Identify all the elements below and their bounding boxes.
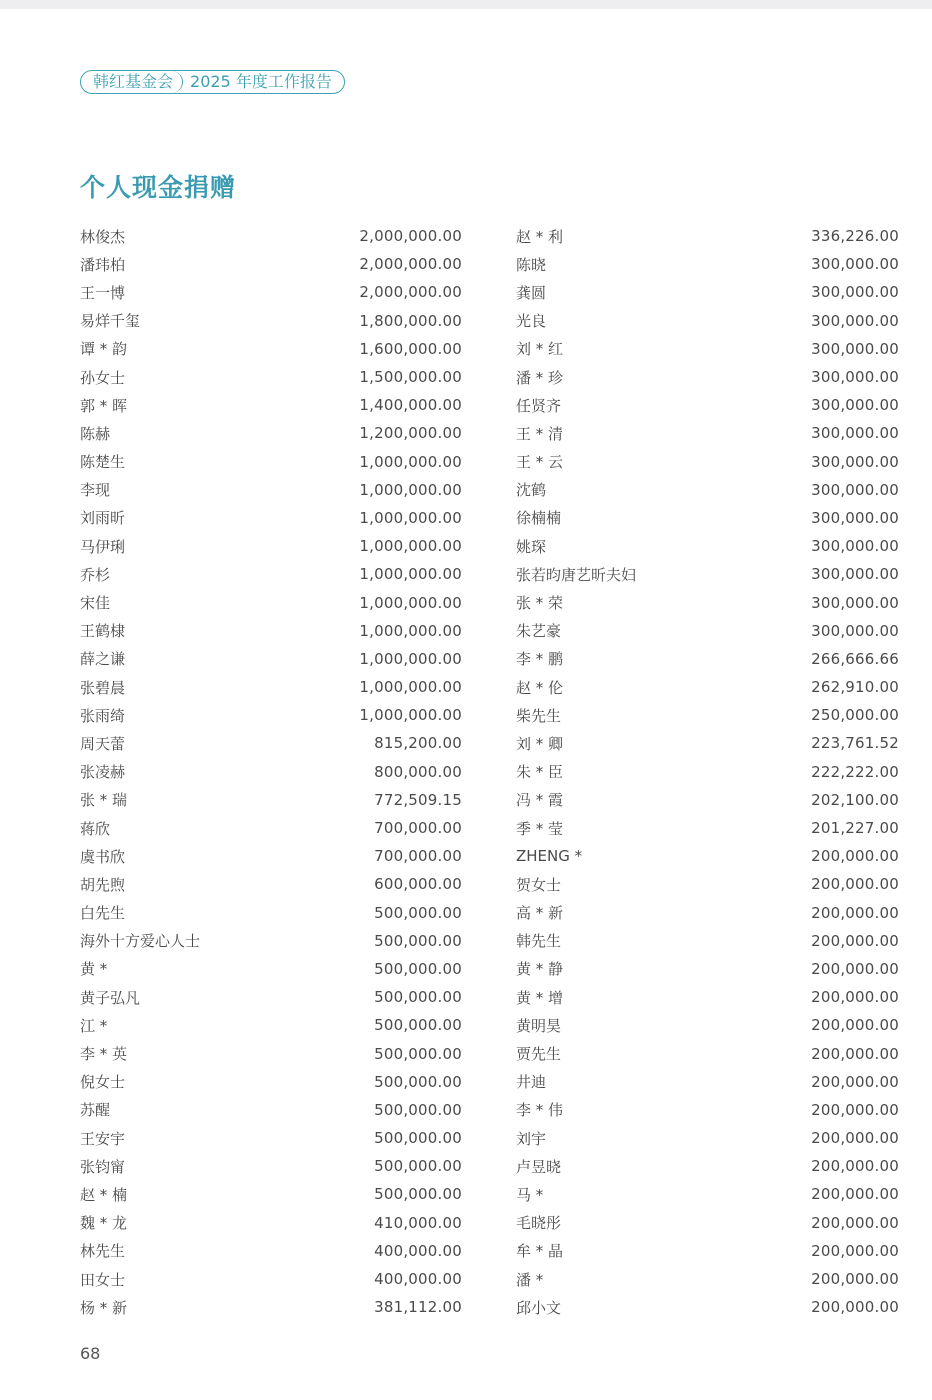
donor-name: 黄 * 增 [516,988,564,1007]
donation-amount: 300,000.00 [811,368,899,387]
donor-name: 卢昱晓 [516,1157,562,1176]
donor-row [516,673,899,701]
donation-amount: 2,000,000.00 [359,255,462,274]
donor-name: 朱艺豪 [516,622,562,641]
donor-row [516,842,899,870]
donor-row [80,617,462,645]
donor-row [80,786,462,814]
donor-name: 马伊琍 [80,537,126,556]
donor-row [80,278,462,306]
donor-name: 任贤齐 [516,396,562,415]
donor-row [80,1152,462,1180]
donor-row [80,842,462,870]
donor-name: 潘玮柏 [80,255,126,274]
donor-name: 宋佳 [80,594,111,613]
donation-amount: 400,000.00 [374,1270,462,1289]
donation-amount: 700,000.00 [374,819,462,838]
donation-amount: 300,000.00 [811,424,899,443]
donor-row [80,335,462,363]
donation-amount: 200,000.00 [811,1298,899,1317]
donation-amount: 1,000,000.00 [359,678,462,697]
donor-name: 乔杉 [80,565,111,584]
donation-amount: 410,000.00 [374,1213,462,1232]
donation-amount: 500,000.00 [374,1100,462,1119]
donation-amount: 200,000.00 [811,1270,899,1289]
donor-row [80,560,462,588]
donor-row [516,448,899,476]
page-number: 68 [80,1344,101,1363]
donor-row [80,1124,462,1152]
donor-name: 黄子弘凡 [80,988,141,1007]
donation-amount: 700,000.00 [374,847,462,866]
donor-row [516,927,899,955]
donor-row [80,504,462,532]
donor-name: 光良 [516,312,547,331]
donor-row [80,899,462,927]
donor-name: 江 * [80,1016,108,1035]
donor-name: 毛晓彤 [516,1214,562,1233]
donor-row [516,645,899,673]
donor-name: 季 * 莹 [516,819,564,838]
donation-amount: 300,000.00 [811,593,899,612]
donor-name: 邱小文 [516,1298,562,1317]
donor-name: 张 * 荣 [516,594,564,613]
donation-amount: 2,000,000.00 [359,283,462,302]
donation-amount: 200,000.00 [811,1241,899,1260]
donation-amount: 500,000.00 [374,931,462,950]
donor-row [516,1068,899,1096]
donor-name: 陈晓 [516,255,547,274]
donation-amount: 1,000,000.00 [359,565,462,584]
donor-row [516,476,899,504]
donor-name: 虞书欣 [80,847,126,866]
donation-amount: 400,000.00 [374,1241,462,1260]
header-org-name: 韩红基金会 [81,71,183,93]
donor-row [80,1039,462,1067]
donor-name: 徐楠楠 [516,509,562,528]
donation-amount: 223,761.52 [811,734,899,753]
donation-amount: 300,000.00 [811,283,899,302]
donor-row [80,363,462,391]
donor-list-left [80,222,462,1321]
donor-row [80,870,462,898]
donation-amount: 300,000.00 [811,255,899,274]
donor-name: 田女士 [80,1270,126,1289]
donation-amount: 200,000.00 [811,1016,899,1035]
donor-name: 郭 * 晖 [80,396,128,415]
donor-row [80,927,462,955]
donation-amount: 300,000.00 [811,508,899,527]
donation-amount: 200,000.00 [811,1044,899,1063]
donor-row [516,786,899,814]
donor-name: 刘宇 [516,1129,547,1148]
donor-row [516,1237,899,1265]
donation-amount: 300,000.00 [811,621,899,640]
donation-amount: 1,000,000.00 [359,480,462,499]
donation-amount: 500,000.00 [374,1157,462,1176]
donor-row [516,1152,899,1180]
donor-row [516,419,899,447]
donor-name: 张 * 瑞 [80,791,128,810]
donor-name: 易烊千玺 [80,312,141,331]
donor-name: 赵 * 伦 [516,678,564,697]
donation-amount: 500,000.00 [374,1185,462,1204]
donor-name: 张钧甯 [80,1157,126,1176]
donation-amount: 300,000.00 [811,311,899,330]
donation-amount: 2,000,000.00 [359,227,462,246]
donation-amount: 300,000.00 [811,396,899,415]
donation-amount: 500,000.00 [374,903,462,922]
donation-amount: 1,800,000.00 [359,311,462,330]
donation-amount: 500,000.00 [374,1016,462,1035]
donor-name: 李现 [80,481,111,500]
donor-name: ZHENG * [516,847,583,866]
donation-amount: 200,000.00 [811,1185,899,1204]
donor-row [516,307,899,335]
donation-amount: 1,000,000.00 [359,593,462,612]
donor-row [80,758,462,786]
donor-name: 陈赫 [80,424,111,443]
donor-row [80,1209,462,1237]
donor-row [516,701,899,729]
donor-name: 王 * 云 [516,453,564,472]
donor-name: 张雨绮 [80,706,126,725]
donation-amount: 200,000.00 [811,875,899,894]
donation-amount: 1,500,000.00 [359,368,462,387]
donor-name: 柴先生 [516,706,562,725]
donor-name: 蒋欣 [80,819,111,838]
donation-amount: 1,000,000.00 [359,706,462,725]
donation-amount: 381,112.00 [374,1298,462,1317]
donor-name: 魏 * 龙 [80,1214,128,1233]
report-header-pill [80,70,345,94]
donor-row [80,588,462,616]
donation-amount: 1,000,000.00 [359,621,462,640]
donor-row [516,870,899,898]
donation-amount: 500,000.00 [374,1044,462,1063]
donor-name: 苏醒 [80,1101,111,1120]
donor-name: 杨 * 新 [80,1298,128,1317]
donation-amount: 200,000.00 [811,1129,899,1148]
donor-row [516,899,899,927]
donation-amount: 336,226.00 [811,227,899,246]
donor-name: 黄 * 静 [516,960,564,979]
donor-name: 王安宇 [80,1129,126,1148]
donation-amount: 201,227.00 [811,819,899,838]
donor-row [516,1124,899,1152]
donation-amount: 500,000.00 [374,1072,462,1091]
section-title: 个人现金捐赠 [80,173,237,202]
donor-row [80,1237,462,1265]
donor-name: 张碧晨 [80,678,126,697]
donor-name: 高 * 新 [516,904,564,923]
donor-name: 王一博 [80,283,126,302]
donation-amount: 1,400,000.00 [359,396,462,415]
donor-name: 井迪 [516,1073,547,1092]
donor-row [516,1011,899,1039]
donor-row [516,1293,899,1321]
donor-row [80,532,462,560]
donor-row [80,1265,462,1293]
donor-name: 谭 * 韵 [80,340,128,359]
donor-row [80,307,462,335]
donor-row [80,250,462,278]
donor-name: 李 * 鹏 [516,650,564,669]
header-report-title: 2025 年度工作报告 [190,72,332,91]
donor-row [516,560,899,588]
donor-row [80,1180,462,1208]
donor-name: 白先生 [80,904,126,923]
donation-amount: 600,000.00 [374,875,462,894]
donor-name: 林先生 [80,1242,126,1261]
donor-name: 黄明昊 [516,1016,562,1035]
donor-row [80,1293,462,1321]
donor-row [516,335,899,363]
donor-name: 张凌赫 [80,763,126,782]
donor-name: 薛之谦 [80,650,126,669]
donor-name: 刘 * 卿 [516,734,564,753]
donation-amount: 266,666.66 [811,649,899,668]
donor-row [516,1209,899,1237]
donor-row [516,363,899,391]
donor-name: 王鹤棣 [80,622,126,641]
donor-list-right [516,222,899,1321]
donor-row [516,1039,899,1067]
donation-amount: 200,000.00 [811,931,899,950]
donation-amount: 200,000.00 [811,903,899,922]
donor-name: 周天蕾 [80,734,126,753]
donor-name: 刘 * 红 [516,340,564,359]
donation-amount: 815,200.00 [374,734,462,753]
donor-name: 倪女士 [80,1073,126,1092]
donation-amount: 1,200,000.00 [359,424,462,443]
donor-row [80,419,462,447]
donor-name: 贾先生 [516,1045,562,1064]
donor-row [80,1096,462,1124]
donor-name: 赵 * 利 [516,227,564,246]
donation-amount: 500,000.00 [374,959,462,978]
donor-name: 潘 * [516,1270,544,1289]
donor-name: 孙女士 [80,368,126,387]
donor-name: 赵 * 楠 [80,1185,128,1204]
donation-amount: 800,000.00 [374,762,462,781]
donation-amount: 200,000.00 [811,959,899,978]
donation-amount: 222,222.00 [811,762,899,781]
donor-row [80,955,462,983]
donor-name: 张若昀唐艺昕夫妇 [516,565,637,584]
donation-amount: 300,000.00 [811,452,899,471]
donor-name: 陈楚生 [80,453,126,472]
donation-amount: 250,000.00 [811,706,899,725]
donor-row [516,504,899,532]
donor-row [80,673,462,701]
donor-row [516,532,899,560]
donor-row [516,391,899,419]
donor-name: 马 * [516,1185,544,1204]
donor-row [80,222,462,250]
donor-name: 贺女士 [516,875,562,894]
donor-row [516,1265,899,1293]
donor-row [516,588,899,616]
donor-name: 林俊杰 [80,227,126,246]
donation-amount: 300,000.00 [811,565,899,584]
donor-name: 姚琛 [516,537,547,556]
donor-row [516,729,899,757]
donor-name: 冯 * 霞 [516,791,564,810]
donation-amount: 1,600,000.00 [359,339,462,358]
donor-row [80,476,462,504]
donor-row [516,955,899,983]
donation-amount: 202,100.00 [811,790,899,809]
donation-amount: 1,000,000.00 [359,452,462,471]
donor-name: 王 * 清 [516,424,564,443]
donor-row [80,701,462,729]
donation-amount: 200,000.00 [811,847,899,866]
donor-row [516,617,899,645]
donor-name: 龚圆 [516,283,547,302]
donor-name: 胡先煦 [80,875,126,894]
donation-amount: 1,000,000.00 [359,537,462,556]
donor-name: 沈鹤 [516,481,547,500]
donor-row [516,814,899,842]
donation-amount: 300,000.00 [811,537,899,556]
donor-name: 黄 * [80,960,108,979]
donor-row [516,1096,899,1124]
donation-amount: 200,000.00 [811,1213,899,1232]
donation-amount: 500,000.00 [374,1129,462,1148]
donor-row [516,250,899,278]
donor-row [80,448,462,476]
donation-amount: 1,000,000.00 [359,508,462,527]
donor-row [80,1068,462,1096]
donor-row [80,391,462,419]
donation-amount: 1,000,000.00 [359,649,462,668]
donor-name: 韩先生 [516,932,562,951]
donor-row [516,278,899,306]
donor-name: 李 * 伟 [516,1101,564,1120]
donation-amount: 200,000.00 [811,1157,899,1176]
donor-name: 潘 * 珍 [516,368,564,387]
donation-amount: 262,910.00 [811,678,899,697]
donor-row [516,1180,899,1208]
donor-name: 刘雨昕 [80,509,126,528]
donor-row [80,814,462,842]
donor-name: 牟 * 晶 [516,1242,564,1261]
donor-row [80,729,462,757]
donor-row [80,1011,462,1039]
donation-amount: 772,509.15 [374,790,462,809]
donor-name: 海外十方爱心人士 [80,932,201,951]
donor-row [80,645,462,673]
donation-amount: 200,000.00 [811,1072,899,1091]
donation-amount: 300,000.00 [811,480,899,499]
donation-amount: 200,000.00 [811,988,899,1007]
donation-amount: 300,000.00 [811,339,899,358]
donor-name: 朱 * 臣 [516,763,564,782]
donation-amount: 500,000.00 [374,988,462,1007]
donor-row [516,222,899,250]
donation-amount: 200,000.00 [811,1100,899,1119]
top-bar [0,0,932,9]
donor-row [516,758,899,786]
donor-row [80,983,462,1011]
donor-row [516,983,899,1011]
donor-name: 李 * 英 [80,1045,128,1064]
